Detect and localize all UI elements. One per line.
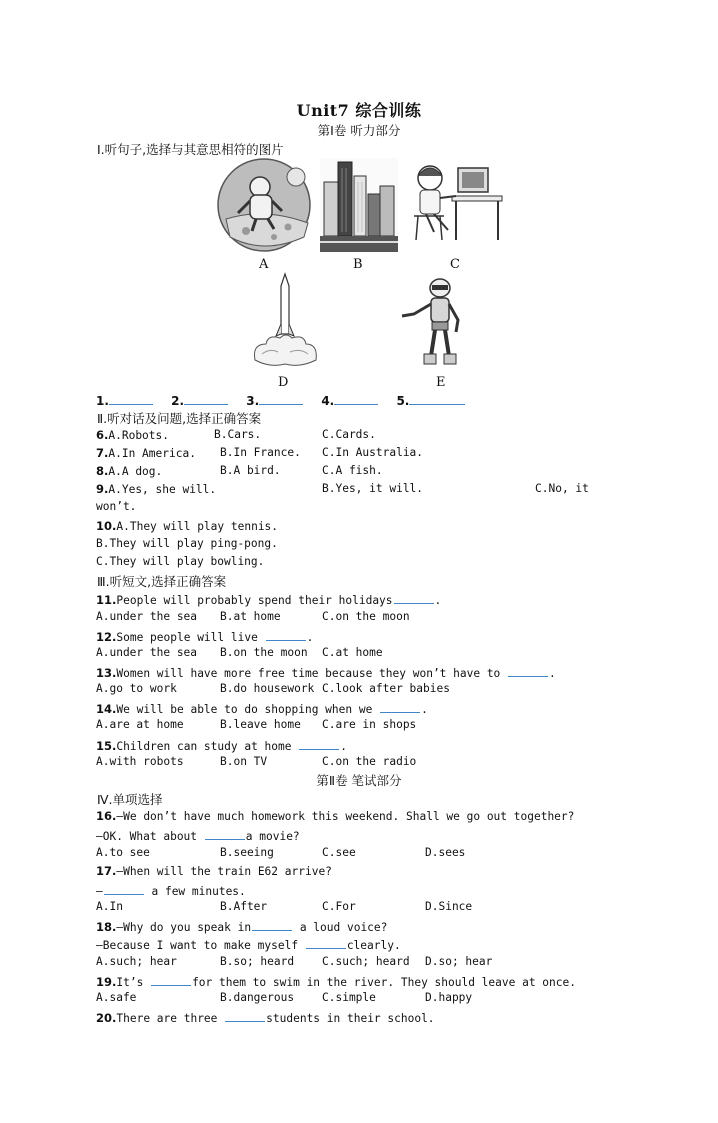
q13-option-b: B.do housework (220, 682, 315, 695)
picture-e-robot (398, 276, 468, 370)
question-9: 9.A.Yes, she will. (96, 482, 217, 496)
q16-option-a: A.to see (96, 846, 150, 859)
q17-blank[interactable] (104, 882, 144, 895)
q9-option-b: B.Yes, it will. (322, 482, 424, 495)
page-title: Unit7 综合训练 (296, 101, 422, 120)
section3-heading: Ⅲ.听短文,选择正确答案 (97, 574, 227, 589)
q15-option-a: A.with robots (96, 755, 184, 768)
answer-number-3: 3. (246, 394, 260, 408)
picture-label-e: E (436, 375, 446, 390)
q11-option-b: B.at home (220, 610, 281, 623)
q15-option-c: C.on the radio (322, 755, 417, 768)
answer-blank-5[interactable] (409, 392, 465, 405)
q10-option-c: C.They will play bowling. (96, 555, 265, 568)
answer-number-1: 1. (96, 394, 109, 408)
section2-heading: Ⅱ.听对话及问题,选择正确答案 (97, 411, 262, 426)
q14-option-c: C.are in shops (322, 718, 417, 731)
q17-option-c: C.For (322, 900, 356, 913)
q18-option-b: B.so; heard (220, 955, 295, 968)
answer-blank-3[interactable] (259, 392, 303, 405)
q18-blank-1[interactable] (252, 918, 292, 931)
q6-option-c: C.Cards. (322, 428, 376, 441)
q13-option-c: C.look after babies (322, 682, 450, 695)
q19-option-a: A.safe (96, 991, 137, 1004)
question-6: 6.A.Robots. (96, 428, 169, 442)
question-14: 14.We will be able to do shopping when we . (96, 702, 428, 716)
q16-blank[interactable] (205, 827, 245, 840)
q12-option-c: C.at home (322, 646, 383, 659)
picture-label-c: C (450, 257, 460, 272)
part1-heading: 第Ⅰ卷 听力部分 (317, 123, 401, 138)
q7-option-c: C.In Australia. (322, 446, 424, 459)
picture-label-b: B (353, 257, 363, 272)
question-18: 18.—Why do you speak in a loud voice? (96, 920, 388, 934)
q17-option-a: A.In (96, 900, 123, 913)
section1-heading: Ⅰ.听句子,选择与其意思相符的图片 (97, 142, 284, 157)
q16-option-b: B.seeing (220, 846, 274, 859)
q19-option-d: D.happy (425, 991, 473, 1004)
question-20: 20.There are three students in their school. (96, 1011, 435, 1025)
q11-option-c: C.on the moon (322, 610, 410, 623)
q17-option-b: B.After (220, 900, 268, 913)
picture-label-d: D (278, 375, 289, 390)
q17-line2: — a few minutes. (96, 882, 246, 899)
question-11: 11.People will probably spend their holidays . (96, 593, 442, 607)
answer-blank-2[interactable] (184, 392, 228, 405)
question-7: 7.A.In America. (96, 446, 196, 460)
answer-blank-1[interactable] (109, 392, 153, 405)
picture-d-rocket (250, 272, 320, 372)
question-12: 12.Some people will live . (96, 630, 314, 644)
q6-option-b: B.Cars. (214, 428, 262, 441)
q9-option-c: C.No, it (535, 482, 589, 495)
q11-blank[interactable] (394, 591, 434, 604)
q15-blank[interactable] (299, 737, 339, 750)
q10-option-b: B.They will play ping-pong. (96, 537, 278, 550)
q8-option-c: C.A fish. (322, 464, 383, 477)
answer-number-4: 4. (321, 394, 335, 408)
section4-heading: Ⅳ.单项选择 (97, 792, 163, 807)
q16-option-d: D.sees (425, 846, 466, 859)
q13-blank[interactable] (508, 664, 548, 677)
answer-number-2: 2. (171, 394, 185, 408)
q12-blank[interactable] (266, 628, 306, 641)
q16-line2: —OK. What about a movie? (96, 827, 300, 844)
q7-option-b: B.In France. (220, 446, 301, 459)
q18-option-a: A.such; hear (96, 955, 177, 968)
question-10: 10.A.They will play tennis. (96, 519, 279, 533)
picture-c-girl-computer (404, 160, 504, 244)
q13-option-a: A.go to work (96, 682, 177, 695)
q14-blank[interactable] (380, 700, 420, 713)
q8-option-b: B.A bird. (220, 464, 281, 477)
q11-option-a: A.under the sea (96, 610, 198, 623)
q15-option-b: B.on TV (220, 755, 268, 768)
q18-option-d: D.so; hear (425, 955, 493, 968)
q12-option-a: A.under the sea (96, 646, 198, 659)
q14-option-a: A.are at home (96, 718, 184, 731)
q9-option-c-cont: won’t. (96, 500, 137, 513)
question-16: 16.—We don’t have much homework this weekend. Shall we go out together? (96, 809, 575, 823)
q18-blank-2[interactable] (306, 936, 346, 949)
q18-line2: —Because I want to make myself clearly. (96, 936, 401, 953)
q19-blank[interactable] (151, 973, 191, 986)
q12-option-b: B.on the moon (220, 646, 308, 659)
answer-number-5: 5. (396, 394, 410, 408)
q18-option-c: C.such; heard (322, 955, 410, 968)
question-15: 15.Children can study at home . (96, 739, 347, 753)
answer-row-1-5 (96, 392, 479, 408)
q16-option-c: C.see (322, 846, 356, 859)
question-17: 17.—When will the train E62 arrive? (96, 864, 332, 878)
question-8: 8.A.A dog. (96, 464, 163, 478)
question-19: 19.It’s for them to swim in the river. They should leave at once. (96, 975, 576, 989)
part2-heading: 第Ⅱ卷 笔试部分 (316, 773, 402, 788)
q20-blank[interactable] (225, 1009, 265, 1022)
q19-option-b: B.dangerous (220, 991, 295, 1004)
picture-a-astronaut (216, 157, 312, 253)
q19-option-c: C.simple (322, 991, 376, 1004)
q14-option-b: B.leave home (220, 718, 301, 731)
answer-blank-4[interactable] (334, 392, 378, 405)
picture-label-a: A (259, 257, 269, 272)
picture-b-city (320, 158, 398, 252)
question-13: 13.Women will have more free time because they won’t have to . (96, 666, 556, 680)
q17-option-d: D.Since (425, 900, 473, 913)
